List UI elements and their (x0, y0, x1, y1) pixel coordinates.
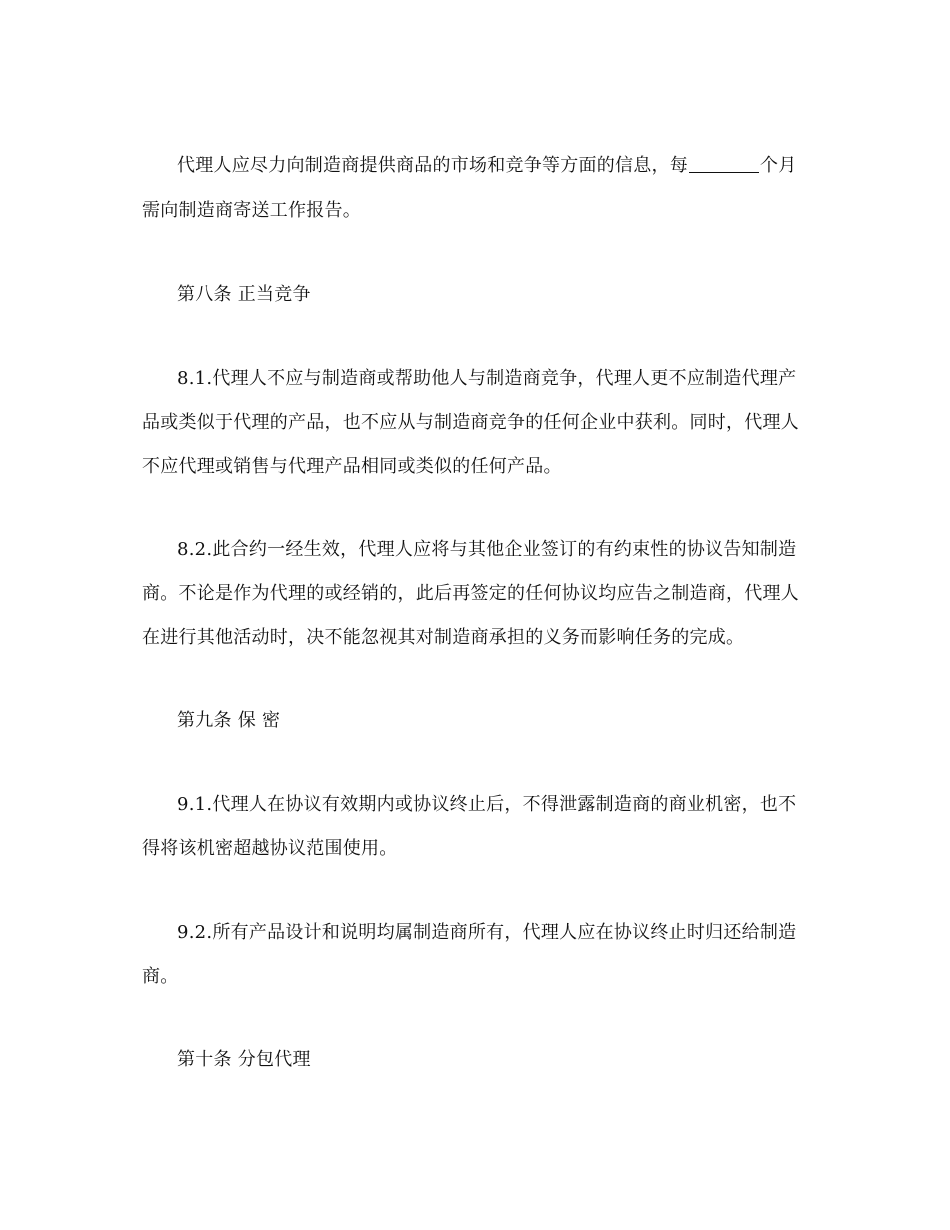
clause-8-2-line-3: 在进行其他活动时，决不能忽视其对制造商承担的义务而影响任务的完成。 (142, 627, 745, 648)
clause-9-1-line-1: 9.1.代理人在协议有效期内或协议终止后，不得泄露制造商的商业机密，也不 (177, 794, 797, 815)
clause-8-1-line-3: 不应代理或销售与代理产品相同或类似的任何产品。 (142, 456, 562, 477)
paragraph-7-line-2: 需向制造商寄送工作报告。 (142, 200, 361, 221)
article-8-heading: 第八条 正当竞争 (177, 284, 311, 305)
clause-9-2-line-1: 9.2.所有产品设计和说明均属制造商所有，代理人应在协议终止时归还给制造 (177, 922, 797, 943)
paragraph-7-text-b: 个月 (760, 155, 797, 176)
clause-9-2-line-2: 商。 (142, 966, 179, 987)
clause-8-2-line-1: 8.2.此合约一经生效，代理人应将与其他企业签订的有约束性的协议告知制造 (177, 539, 797, 560)
clause-8-1-line-2: 品或类似于代理的产品，也不应从与制造商竞争的任何企业中获利。同时，代理人 (142, 412, 799, 433)
clause-8-2-line-2: 商。不论是作为代理的或经销的，此后再签定的任何协议均应告之制造商，代理人 (142, 583, 799, 604)
clause-8-1-line-1: 8.1.代理人不应与制造商或帮助他人与制造商竞争，代理人更不应制造代理产 (177, 368, 797, 389)
clause-9-1-line-2: 得将该机密超越协议范围使用。 (142, 838, 398, 859)
fill-in-blank (689, 154, 759, 173)
paragraph-7-text-a: 代理人应尽力向制造商提供商品的市场和竞争等方面的信息，每 (177, 155, 688, 176)
paragraph-7-line-1 (177, 154, 797, 178)
article-9-heading: 第九条 保 密 (177, 710, 281, 731)
article-10-heading: 第十条 分包代理 (177, 1049, 311, 1070)
